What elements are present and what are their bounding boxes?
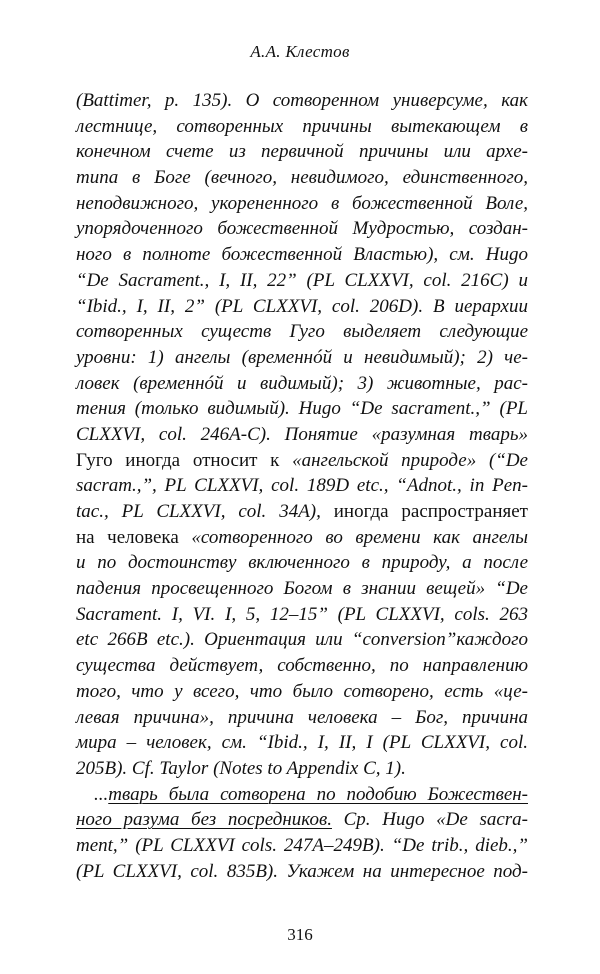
text-line: и по достоинству включенного в природу, а после — [76, 552, 528, 574]
text-line-mixed — [76, 525, 528, 551]
text-line: сотворенных существ Гуго выделяет следующие — [76, 321, 528, 343]
italic-text: «ангельской природе» (“De — [292, 449, 528, 471]
text-line: уровни: 1) ангелы (временнóй и невидимый); 2) че- — [76, 346, 528, 368]
text-line: того, что у всего, что было сотворено, есть «це- — [76, 680, 528, 702]
italic-text: Ср. Hugo «De sacra- — [331, 809, 528, 831]
text-line: упорядоченного божественной Мудростью, создан- — [76, 218, 528, 240]
text-line: мира – человек, см. “Ibid., I, II, I (PL CLXXVI, col. — [76, 732, 528, 754]
text-line: тения (только видимый). Hugo “De sacrament.,” (PL — [76, 398, 528, 420]
text-line: конечном счете из первичной причины или архе- — [76, 141, 528, 163]
text-line: лестнице, сотворенных причины вытекающем в — [76, 115, 528, 137]
ellipsis-text: ... — [94, 783, 109, 805]
text-line: “Ibid., I, II, 2” (PL CLXXVI, col. 206D). В иерархии — [76, 295, 528, 317]
text-line: etc 266B etc.). Ориентация или “conversion”каждого — [76, 629, 528, 651]
text-line: (PL CLXXVI, col. 835B). Укажем на интересное под- — [76, 860, 528, 882]
text-line: 205B). Cf. Taylor (Notes to Appendix C, 1). — [76, 757, 406, 779]
text-line: ловек (временнóй и видимый); 3) животные, рас- — [76, 372, 528, 394]
body-text — [76, 88, 528, 884]
underlined-text: тварь была сотворена по подобию Божествен- — [108, 783, 528, 805]
text-line: ment,” (PL CLXXVI cols. 247A–249B). “De trib., dieb.,” — [76, 834, 528, 856]
text-line: падения просвещенного Богом в знании вещей» “De — [76, 578, 528, 600]
text-line-underlined — [76, 782, 528, 808]
text-line: CLXXVI, col. 246A-C). Понятие «разумная тварь» — [76, 423, 528, 445]
text-line: ного в полноте божественной Властью), см. Hugo — [76, 244, 528, 266]
italic-text: tac., PL CLXXVI, col. 34A), — [76, 501, 321, 522]
text-line: Sacrament. I, VI. I, 5, 12–15” (PL CLXXVI, cols. 263 — [76, 603, 528, 625]
page-number: 316 — [287, 925, 313, 944]
text-line-underlined — [76, 807, 528, 833]
text-line-mixed — [76, 448, 528, 474]
text-line: типа в Боге (вечного, невидимого, единственного, — [76, 167, 528, 189]
text-line: существа действует, собственно, по направлению — [76, 655, 528, 677]
text-line: неподвижного, укорененного в божественной Воле, — [76, 192, 528, 214]
text-line: “De Sacrament., I, II, 22” (PL CLXXVI, col. 216C) и — [76, 269, 528, 291]
upright-text: иногда распространяет — [333, 501, 528, 522]
italic-text: «сотворенного во времени как ангелы — [191, 526, 528, 548]
text-line: (Battimer, p. 135). О сотворенном универсуме, как — [76, 90, 528, 111]
text-line: sacram.,”, PL CLXXVI, col. 189D etc., “Adnot., in Pen- — [76, 475, 528, 497]
underlined-text: ного разума без посредников. — [76, 809, 332, 831]
running-head: А.А. Клестов — [250, 42, 350, 61]
text-line-mixed — [76, 499, 528, 525]
upright-text: на человека — [76, 526, 179, 548]
text-line: левая причина», причина человека – Бог, причина — [76, 706, 528, 728]
upright-text: Гуго иногда относит к — [76, 449, 280, 471]
